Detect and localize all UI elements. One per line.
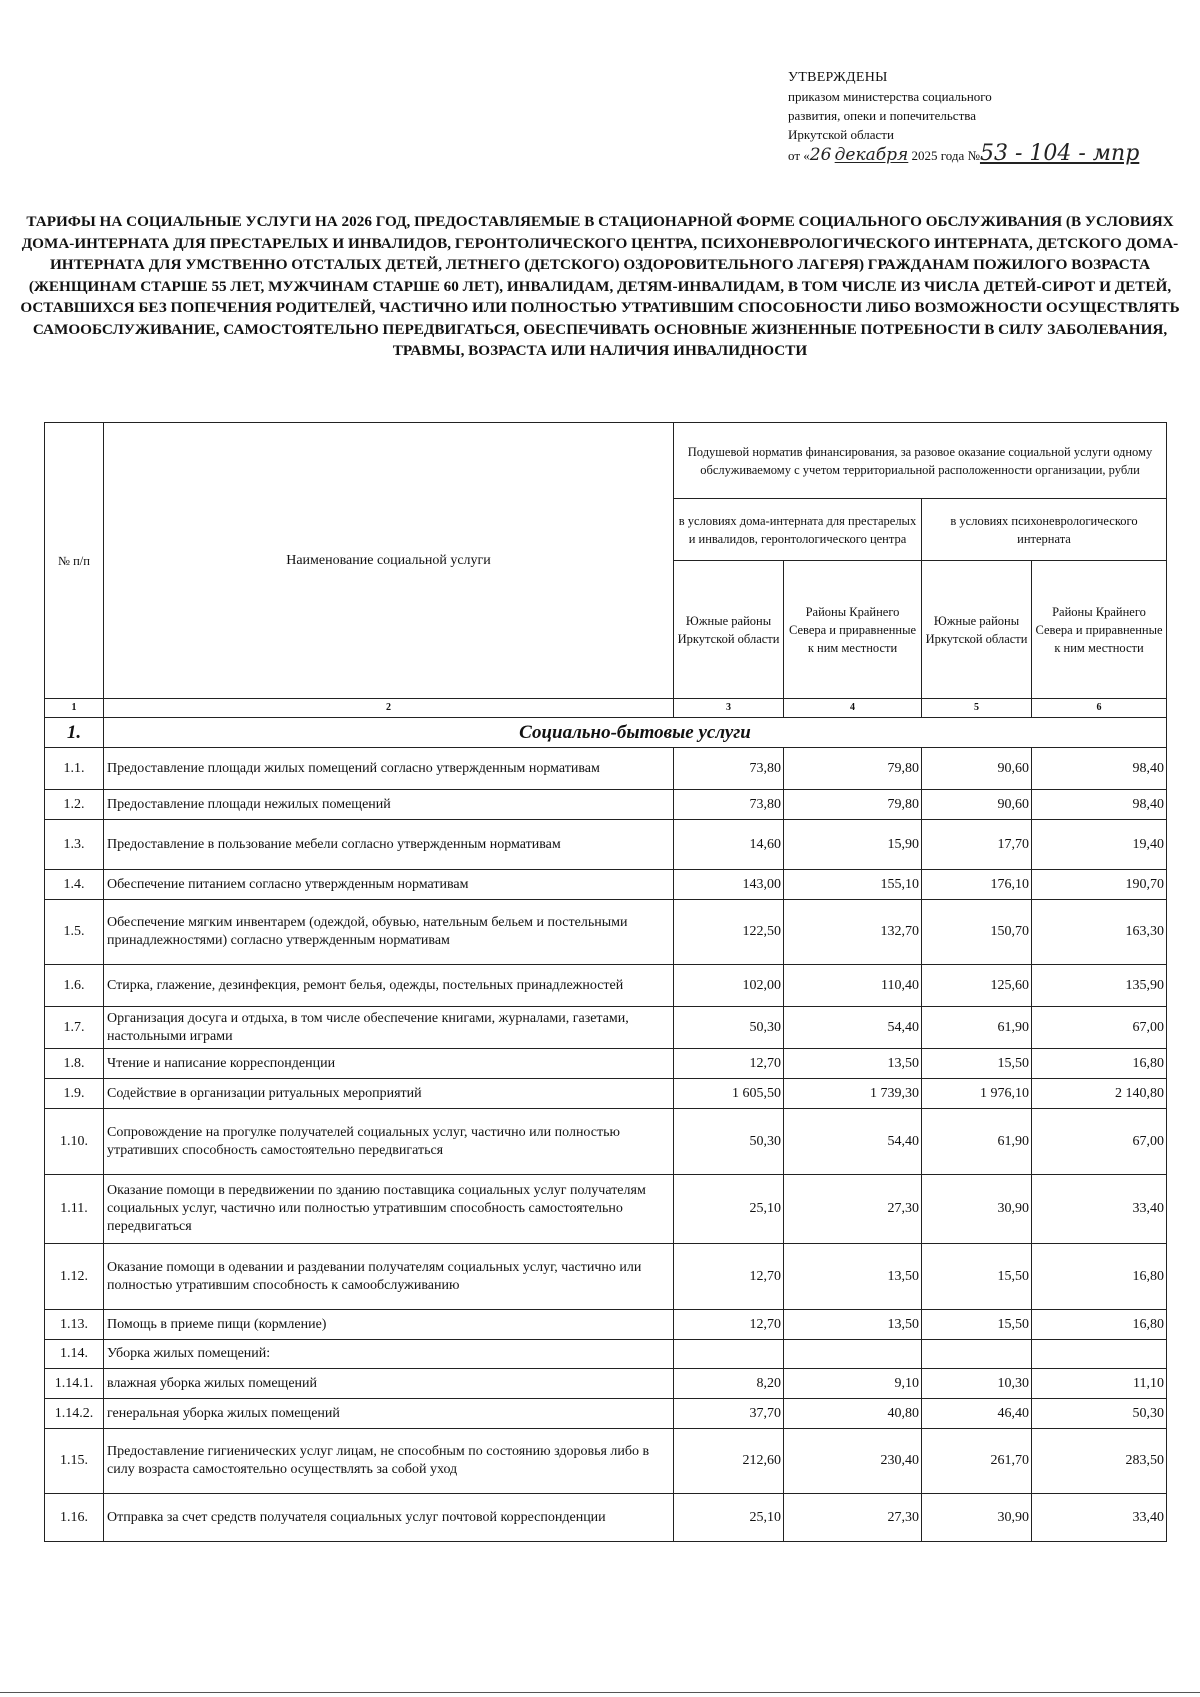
- header-numbering-row: [45, 699, 1167, 718]
- value-north-home: 79,80: [784, 790, 922, 820]
- row-number: 1.11.: [45, 1175, 104, 1244]
- value-north-psych: [1032, 1340, 1167, 1369]
- value-north-psych: 67,00: [1032, 1007, 1167, 1049]
- approval-block: [788, 68, 1188, 165]
- value-south-home: [674, 1340, 784, 1369]
- value-south-psych: 61,90: [922, 1109, 1032, 1175]
- value-south-home: 37,70: [674, 1399, 784, 1429]
- header-number-4: 4: [784, 699, 922, 718]
- service-name: Отправка за счет средств получателя социальных услуг почтовой корреспонденции: [104, 1494, 674, 1542]
- value-south-psych: 46,40: [922, 1399, 1032, 1429]
- value-north-home: 54,40: [784, 1007, 922, 1049]
- value-north-psych: 283,50: [1032, 1429, 1167, 1494]
- row-number: 1.5.: [45, 900, 104, 965]
- table-row: [45, 900, 1167, 965]
- service-name: Предоставление площади жилых помещений согласно утвержденным нормативам: [104, 748, 674, 790]
- value-north-home: 155,10: [784, 870, 922, 900]
- value-south-home: 8,20: [674, 1369, 784, 1399]
- order-number-handwritten: 53 - 104 - мпр: [979, 141, 1140, 166]
- value-south-psych: [922, 1340, 1032, 1369]
- value-north-psych: 50,30: [1032, 1399, 1167, 1429]
- value-north-home: 40,80: [784, 1399, 922, 1429]
- value-south-home: 73,80: [674, 748, 784, 790]
- value-north-home: 27,30: [784, 1175, 922, 1244]
- service-name: влажная уборка жилых помещений: [104, 1369, 674, 1399]
- table-row: [45, 1494, 1167, 1542]
- date-prefix: от «: [788, 148, 810, 163]
- value-south-home: 12,70: [674, 1049, 784, 1079]
- value-north-psych: 11,10: [1032, 1369, 1167, 1399]
- row-number: 1.10.: [45, 1109, 104, 1175]
- value-south-home: 102,00: [674, 965, 784, 1007]
- service-name: Сопровождение на прогулке получателей социальных услуг, частично или полностью утративших способность самостоятельно передвигаться: [104, 1109, 674, 1175]
- value-north-home: 13,50: [784, 1310, 922, 1340]
- table-row: [45, 1175, 1167, 1244]
- value-north-home: 13,50: [784, 1244, 922, 1310]
- table-row: [45, 1049, 1167, 1079]
- service-name: Предоставление гигиенических услуг лицам, не способным по состоянию здоровья либо в силу возраста самостоятельно осуществлять за собой уход: [104, 1429, 674, 1494]
- value-north-home: 54,40: [784, 1109, 922, 1175]
- service-name: Чтение и написание корреспонденции: [104, 1049, 674, 1079]
- value-south-psych: 15,50: [922, 1310, 1032, 1340]
- header-number-3: 3: [674, 699, 784, 718]
- service-name: Обеспечение мягким инвентарем (одеждой, обувью, нательным бельем и постельными принадлежностями) согласно утвержденным нормативам: [104, 900, 674, 965]
- value-north-psych: 2 140,80: [1032, 1079, 1167, 1109]
- value-south-psych: 30,90: [922, 1175, 1032, 1244]
- service-name: Предоставление площади нежилых помещений: [104, 790, 674, 820]
- value-north-home: 13,50: [784, 1049, 922, 1079]
- value-south-psych: 176,10: [922, 870, 1032, 900]
- row-number: 1.14.2.: [45, 1399, 104, 1429]
- value-north-home: 1 739,30: [784, 1079, 922, 1109]
- table-row: [45, 1429, 1167, 1494]
- value-south-home: 12,70: [674, 1244, 784, 1310]
- header-col-4: Районы Крайнего Севера и приравненные к ним местности: [784, 561, 922, 699]
- header-sub-group-1: в условиях дома-интерната для престарелых и инвалидов, геронтологического центра: [674, 499, 922, 561]
- header-number-1: 1: [45, 699, 104, 718]
- value-south-psych: 90,60: [922, 790, 1032, 820]
- value-south-home: 12,70: [674, 1310, 784, 1340]
- date-month-handwritten: декабря: [834, 145, 909, 165]
- table-row: [45, 820, 1167, 870]
- header-col-6: Районы Крайнего Севера и приравненные к ним местности: [1032, 561, 1167, 699]
- value-north-psych: 67,00: [1032, 1109, 1167, 1175]
- table-row: [45, 1399, 1167, 1429]
- table-row: [45, 1109, 1167, 1175]
- value-north-home: 230,40: [784, 1429, 922, 1494]
- page-bottom-rule: [0, 1692, 1200, 1693]
- approval-line-2: развития, опеки и попечительства: [788, 108, 976, 123]
- value-north-home: 79,80: [784, 748, 922, 790]
- row-number: 1.8.: [45, 1049, 104, 1079]
- table-row: [45, 1007, 1167, 1049]
- row-number: 1.14.1.: [45, 1369, 104, 1399]
- table-row: [45, 790, 1167, 820]
- table-row: [45, 1244, 1167, 1310]
- approval-title: УТВЕРЖДЕНЫ: [788, 70, 888, 85]
- value-south-psych: 30,90: [922, 1494, 1032, 1542]
- service-name: Оказание помощи в передвижении по зданию поставщика социальных услуг получателям социальных услуг, частично или полностью утратившим способность самостоятельно передвигаться: [104, 1175, 674, 1244]
- table-row: [45, 870, 1167, 900]
- value-south-psych: 125,60: [922, 965, 1032, 1007]
- section-row: [45, 718, 1167, 748]
- approval-line-3: Иркутской области: [788, 127, 894, 142]
- value-north-home: 132,70: [784, 900, 922, 965]
- value-south-home: 14,60: [674, 820, 784, 870]
- table-header: [45, 423, 1167, 718]
- value-north-psych: 33,40: [1032, 1175, 1167, 1244]
- value-north-psych: 135,90: [1032, 965, 1167, 1007]
- table-row: [45, 1310, 1167, 1340]
- date-year-text: 2025 года №: [911, 148, 980, 163]
- value-north-psych: 16,80: [1032, 1244, 1167, 1310]
- row-number: 1.3.: [45, 820, 104, 870]
- header-col-3: Южные районы Иркутской области: [674, 561, 784, 699]
- table-row: [45, 1369, 1167, 1399]
- value-south-psych: 17,70: [922, 820, 1032, 870]
- row-number: 1.4.: [45, 870, 104, 900]
- value-north-home: 9,10: [784, 1369, 922, 1399]
- table-body: [45, 718, 1167, 1542]
- value-north-home: 27,30: [784, 1494, 922, 1542]
- approval-line-1: приказом министерства социального: [788, 89, 992, 104]
- value-south-psych: 150,70: [922, 900, 1032, 965]
- table-row: [45, 965, 1167, 1007]
- value-south-home: 212,60: [674, 1429, 784, 1494]
- header-group-title: Подушевой норматив финансирования, за разовое оказание социальной услуги одному обслуживаемому с учетом территориальной расположенности организации, рубли: [674, 423, 1167, 499]
- row-number: 1.16.: [45, 1494, 104, 1542]
- service-name: Обеспечение питанием согласно утвержденным нормативам: [104, 870, 674, 900]
- row-number: 1.15.: [45, 1429, 104, 1494]
- value-south-home: 50,30: [674, 1007, 784, 1049]
- value-north-psych: 33,40: [1032, 1494, 1167, 1542]
- value-south-psych: 61,90: [922, 1007, 1032, 1049]
- tariffs-table: [44, 422, 1167, 1542]
- value-north-home: 15,90: [784, 820, 922, 870]
- value-south-home: 73,80: [674, 790, 784, 820]
- header-col-name: Наименование социальной услуги: [104, 423, 674, 699]
- row-number: 1.7.: [45, 1007, 104, 1049]
- table-row: [45, 1340, 1167, 1369]
- header-col-5: Южные районы Иркутской области: [922, 561, 1032, 699]
- value-north-psych: 98,40: [1032, 790, 1167, 820]
- row-number: 1.9.: [45, 1079, 104, 1109]
- row-number: 1.6.: [45, 965, 104, 1007]
- value-south-home: 143,00: [674, 870, 784, 900]
- row-number: 1.14.: [45, 1340, 104, 1369]
- header-number-6: 6: [1032, 699, 1167, 718]
- value-south-psych: 15,50: [922, 1244, 1032, 1310]
- table-row: [45, 748, 1167, 790]
- value-south-home: 50,30: [674, 1109, 784, 1175]
- row-number: 1.12.: [45, 1244, 104, 1310]
- row-number: 1.13.: [45, 1310, 104, 1340]
- value-south-home: 25,10: [674, 1175, 784, 1244]
- row-number: 1.1.: [45, 748, 104, 790]
- value-north-home: [784, 1340, 922, 1369]
- value-south-psych: 90,60: [922, 748, 1032, 790]
- header-number-5: 5: [922, 699, 1032, 718]
- value-north-psych: 98,40: [1032, 748, 1167, 790]
- value-north-psych: 163,30: [1032, 900, 1167, 965]
- row-number: 1.2.: [45, 790, 104, 820]
- value-south-home: 122,50: [674, 900, 784, 965]
- header-sub-group-2: в условиях психоневрологического интерната: [922, 499, 1167, 561]
- value-north-psych: 16,80: [1032, 1310, 1167, 1340]
- service-name: Организация досуга и отдыха, в том числе обеспечение книгами, журналами, газетами, настольными играми: [104, 1007, 674, 1049]
- value-south-home: 1 605,50: [674, 1079, 784, 1109]
- service-name: Уборка жилых помещений:: [104, 1340, 674, 1369]
- value-north-home: 110,40: [784, 965, 922, 1007]
- document-title: ТАРИФЫ НА СОЦИАЛЬНЫЕ УСЛУГИ НА 2026 ГОД, ПРЕДОСТАВЛЯЕМЫЕ В СТАЦИОНАРНОЙ ФОРМЕ СОЦИАЛЬНОГО ОБСЛУЖИВАНИЯ (В УСЛОВИЯХ ДОМА-ИНТЕРНАТА ДЛЯ ПРЕСТАРЕЛЫХ И ИНВАЛИДОВ, ГЕРОНТОЛИЧЕСКОГО ЦЕНТРА, ПСИХОНЕВРОЛОГИЧЕСКОГО ИНТЕРНАТА, ДЕТСКОГО ДОМА-ИНТЕРНАТА ДЛЯ УМСТВЕННО ОТСТАЛЫХ ДЕТЕЙ, ЛЕТНЕГО (ДЕТСКОГО) ОЗДОРОВИТЕЛЬНОГО ЛАГЕРЯ) ГРАЖДАНАМ ПОЖИЛОГО ВОЗРАСТА (ЖЕНЩИНАМ СТАРШЕ 55 ЛЕТ, МУЖЧИНАМ СТАРШЕ 60 ЛЕТ), ИНВАЛИДАМ, ДЕТЯМ-ИНВАЛИДАМ, В ТОМ ЧИСЛЕ ИЗ ЧИСЛА ДЕТЕЙ-СИРОТ И ДЕТЕЙ, ОСТАВШИХСЯ БЕЗ ПОПЕЧЕНИЯ РОДИТЕЛЕЙ, ЧАСТИЧНО ИЛИ ПОЛНОСТЬЮ УТРАТИВШИМ СПОСОБНОСТИ ЛИБО ВОЗМОЖНОСТИ ОСУЩЕСТВЛЯТЬ САМООБСЛУЖИВАНИЕ, САМОСТОЯТЕЛЬНО ПЕРЕДВИГАТЬСЯ, ОБЕСПЕЧИВАТЬ ОСНОВНЫЕ ЖИЗНЕННЫЕ ПОТРЕБНОСТИ В СИЛУ ЗАБОЛЕВАНИЯ, ТРАВМЫ, ВОЗРАСТА ИЛИ НАЛИЧИЯ ИНВАЛИДНОСТИ: [20, 213, 1180, 359]
- value-south-home: 25,10: [674, 1494, 784, 1542]
- section-number: 1.: [45, 718, 104, 748]
- approval-date-line: [788, 141, 1188, 166]
- service-name: Стирка, глажение, дезинфекция, ремонт белья, одежды, постельных принадлежностей: [104, 965, 674, 1007]
- value-south-psych: 15,50: [922, 1049, 1032, 1079]
- value-south-psych: 261,70: [922, 1429, 1032, 1494]
- value-south-psych: 10,30: [922, 1369, 1032, 1399]
- service-name: генеральная уборка жилых помещений: [104, 1399, 674, 1429]
- value-north-psych: 16,80: [1032, 1049, 1167, 1079]
- service-name: Оказание помощи в одевании и раздевании получателям социальных услуг, частично или полностью утратившим способность к самообслуживанию: [104, 1244, 674, 1310]
- service-name: Содействие в организации ритуальных мероприятий: [104, 1079, 674, 1109]
- value-south-psych: 1 976,10: [922, 1079, 1032, 1109]
- date-day-handwritten: 26: [809, 145, 832, 165]
- value-north-psych: 19,40: [1032, 820, 1167, 870]
- service-name: Предоставление в пользование мебели согласно утвержденным нормативам: [104, 820, 674, 870]
- table-row: [45, 1079, 1167, 1109]
- service-name: Помощь в приеме пищи (кормление): [104, 1310, 674, 1340]
- section-title: Социально-бытовые услуги: [104, 718, 1167, 748]
- header-col-num: № п/п: [45, 423, 104, 699]
- value-north-psych: 190,70: [1032, 870, 1167, 900]
- header-number-2: 2: [104, 699, 674, 718]
